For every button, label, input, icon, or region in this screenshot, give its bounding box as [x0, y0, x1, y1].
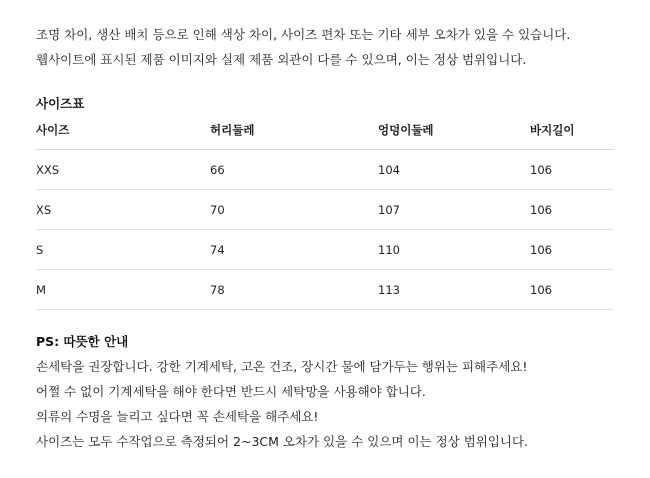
column-header-size: 사이즈	[36, 122, 210, 150]
cell-hip: 107	[378, 190, 530, 230]
cell-hip: 104	[378, 150, 530, 190]
table-row	[36, 230, 614, 270]
cell-length: 106	[530, 190, 614, 230]
care-instructions-title: PS: 따뜻한 안내	[36, 334, 129, 349]
cell-length: 106	[530, 230, 614, 270]
table-row	[36, 270, 614, 310]
care-instructions-lines	[36, 354, 614, 454]
intro-notice	[36, 22, 614, 72]
cell-size: XS	[36, 190, 210, 230]
cell-size: S	[36, 230, 210, 270]
care-line-1: 손세탁을 권장합니다. 강한 기계세탁, 고온 건조, 장시간 물에 담가두는 행위는 피해주세요!	[36, 359, 528, 374]
care-line-2: 어쩔 수 없이 기계세탁을 해야 한다면 반드시 세탁망을 사용해야 합니다.	[36, 384, 426, 399]
column-header-waist: 허리둘레	[210, 122, 378, 150]
cell-size: XXS	[36, 150, 210, 190]
column-header-hip: 엉덩이둘레	[378, 122, 530, 150]
size-chart-title: 사이즈표	[36, 96, 85, 111]
cell-hip: 110	[378, 230, 530, 270]
care-instructions-block	[36, 332, 614, 454]
cell-waist: 78	[210, 270, 378, 310]
table-row	[36, 150, 614, 190]
cell-waist: 66	[210, 150, 378, 190]
table-row	[36, 190, 614, 230]
table-header-row	[36, 122, 614, 150]
care-line-4: 사이즈는 모두 수작업으로 측정되어 2~3CM 오차가 있을 수 있으며 이는 정상 범위입니다.	[36, 434, 529, 449]
care-line-3: 의류의 수명을 늘리고 싶다면 꼭 손세탁을 해주세요!	[36, 409, 319, 424]
cell-waist: 70	[210, 190, 378, 230]
column-header-length: 바지길이	[530, 122, 614, 150]
cell-length: 106	[530, 270, 614, 310]
cell-length: 106	[530, 150, 614, 190]
cell-waist: 74	[210, 230, 378, 270]
size-chart-table	[36, 122, 614, 310]
intro-line-2: 웹사이트에 표시된 제품 이미지와 실제 제품 외관이 다를 수 있으며, 이는 정상 범위입니다.	[36, 52, 527, 67]
cell-size: M	[36, 270, 210, 310]
intro-line-1: 조명 차이, 생산 배치 등으로 인해 색상 차이, 사이즈 편차 또는 기타 세부 오차가 있을 수 있습니다.	[36, 27, 571, 42]
cell-hip: 113	[378, 270, 530, 310]
